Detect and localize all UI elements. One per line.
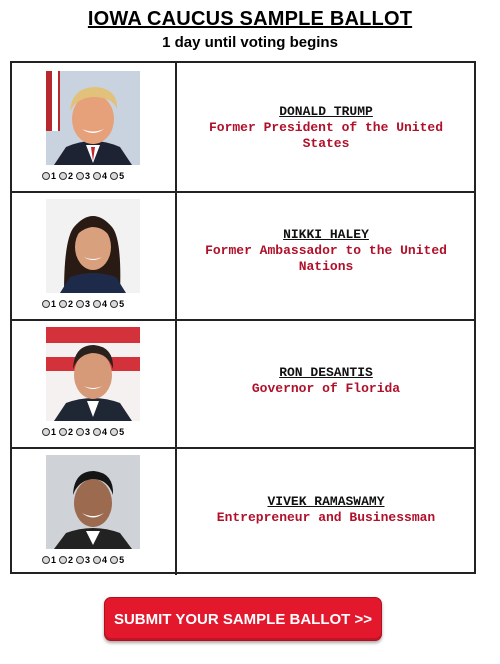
candidate-role: Governor of Florida xyxy=(251,381,401,396)
rank-selector xyxy=(42,425,152,439)
candidate-photo xyxy=(46,455,140,549)
rank-option[interactable] xyxy=(93,171,107,181)
candidate-role: Entrepreneur and Businessman xyxy=(216,510,436,525)
submit-ballot-button[interactable]: SUBMIT YOUR SAMPLE BALLOT >> xyxy=(104,597,382,641)
rank-label: 4 xyxy=(102,171,108,181)
column-divider xyxy=(175,191,177,319)
rank-label: 2 xyxy=(68,171,74,181)
rank-label: 1 xyxy=(51,427,57,437)
rank-label: 2 xyxy=(68,427,74,437)
radio-icon[interactable] xyxy=(76,428,84,436)
rank-label: 3 xyxy=(85,299,91,309)
radio-icon[interactable] xyxy=(42,300,50,308)
rank-option[interactable] xyxy=(76,171,90,181)
rank-label: 2 xyxy=(68,555,74,565)
candidate-row xyxy=(12,191,474,321)
rank-option[interactable] xyxy=(110,555,124,565)
candidate-photo xyxy=(46,199,140,293)
ballot-table xyxy=(10,61,476,574)
candidate-name: NIKKI HALEY xyxy=(283,227,369,242)
column-divider xyxy=(175,319,177,447)
candidate-info xyxy=(178,365,474,397)
rank-option[interactable] xyxy=(59,555,73,565)
rank-option[interactable] xyxy=(42,427,56,437)
rank-label: 5 xyxy=(119,299,125,309)
column-divider xyxy=(175,63,177,191)
radio-icon[interactable] xyxy=(110,300,118,308)
rank-label: 2 xyxy=(68,299,74,309)
candidate-name: RON DESANTIS xyxy=(279,365,373,380)
rank-option[interactable] xyxy=(76,299,90,309)
rank-option[interactable] xyxy=(59,171,73,181)
radio-icon[interactable] xyxy=(42,428,50,436)
radio-icon[interactable] xyxy=(76,172,84,180)
radio-icon[interactable] xyxy=(59,428,67,436)
rank-option[interactable] xyxy=(110,427,124,437)
rank-option[interactable] xyxy=(76,555,90,565)
rank-option[interactable] xyxy=(110,171,124,181)
rank-label: 3 xyxy=(85,427,91,437)
rank-option[interactable] xyxy=(110,299,124,309)
rank-option[interactable] xyxy=(93,427,107,437)
candidate-info xyxy=(178,104,474,152)
radio-icon[interactable] xyxy=(110,556,118,564)
radio-icon[interactable] xyxy=(93,428,101,436)
rank-option[interactable] xyxy=(42,171,56,181)
page-title: IOWA CAUCUS SAMPLE BALLOT xyxy=(87,8,413,30)
candidate-info xyxy=(178,227,474,275)
rank-label: 5 xyxy=(119,555,125,565)
rank-option[interactable] xyxy=(42,555,56,565)
rank-option[interactable] xyxy=(42,299,56,309)
radio-icon[interactable] xyxy=(93,556,101,564)
rank-label: 1 xyxy=(51,171,57,181)
candidate-info xyxy=(178,494,474,526)
rank-label: 3 xyxy=(85,171,91,181)
radio-icon[interactable] xyxy=(42,556,50,564)
column-divider xyxy=(175,447,177,575)
rank-label: 4 xyxy=(102,555,108,565)
radio-icon[interactable] xyxy=(76,300,84,308)
radio-icon[interactable] xyxy=(59,556,67,564)
candidate-row xyxy=(12,319,474,449)
radio-icon[interactable] xyxy=(110,172,118,180)
radio-icon[interactable] xyxy=(76,556,84,564)
candidate-row xyxy=(12,447,474,575)
rank-label: 5 xyxy=(119,427,125,437)
radio-icon[interactable] xyxy=(93,300,101,308)
radio-icon[interactable] xyxy=(110,428,118,436)
countdown-subtitle: 1 day until voting begins xyxy=(162,34,338,51)
radio-icon[interactable] xyxy=(42,172,50,180)
rank-option[interactable] xyxy=(59,299,73,309)
rank-label: 5 xyxy=(119,171,125,181)
candidate-row xyxy=(12,63,474,193)
rank-label: 1 xyxy=(51,299,57,309)
candidate-name: DONALD TRUMP xyxy=(279,104,373,119)
candidate-photo xyxy=(46,327,140,421)
rank-selector xyxy=(42,169,152,183)
rank-selector xyxy=(42,297,152,311)
rank-label: 4 xyxy=(102,299,108,309)
rank-selector xyxy=(42,553,152,567)
candidate-name: VIVEK RAMASWAMY xyxy=(267,494,385,509)
rank-option[interactable] xyxy=(93,299,107,309)
candidate-photo xyxy=(46,71,140,165)
radio-icon[interactable] xyxy=(59,172,67,180)
rank-option[interactable] xyxy=(76,427,90,437)
candidate-role: Former President of the United States xyxy=(208,120,444,151)
radio-icon[interactable] xyxy=(93,172,101,180)
candidate-role: Former Ambassador to the United Nations xyxy=(205,243,447,274)
rank-option[interactable] xyxy=(59,427,73,437)
rank-option[interactable] xyxy=(93,555,107,565)
rank-label: 1 xyxy=(51,555,57,565)
radio-icon[interactable] xyxy=(59,300,67,308)
rank-label: 4 xyxy=(102,427,108,437)
rank-label: 3 xyxy=(85,555,91,565)
